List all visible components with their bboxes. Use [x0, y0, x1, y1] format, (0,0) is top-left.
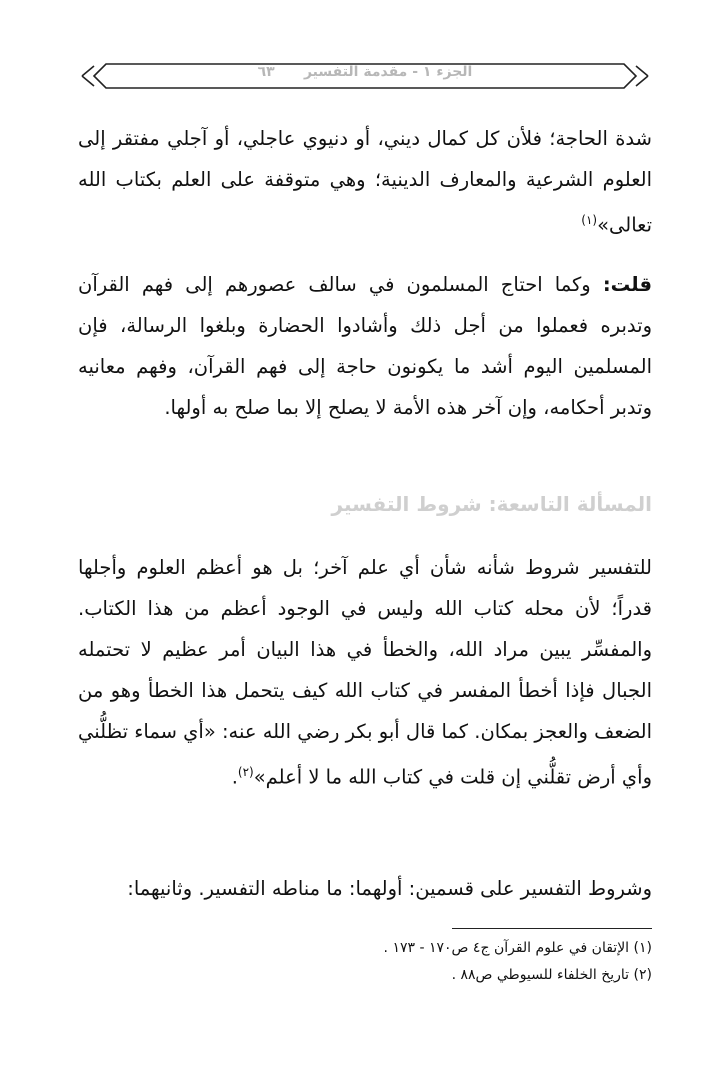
paragraph-2	[78, 264, 652, 428]
header-chapter: مقدمة التفسير	[303, 64, 408, 80]
footnotes	[78, 935, 652, 989]
paragraph-3-end: .	[231, 765, 238, 789]
paragraph-3-text: للتفسير شروط شأنه شأن أي علم آخر؛ بل هو أعظم العلوم وأجلها قدراً؛ لأن محله كتاب الله وليس في الوجود أعظم من هذا الكتاب. والمفسِّر يبين مراد الله، والخطأ في هذا البيان أمر عظيم لا تحتمله الجبال فإذا أخطأ المفسر في كتاب الله كيف يتحمل هذا الخطأ وهو من الضعف والعجز بمكان. كما قال أبو بكر رضي الله عنه: «أي سماء تظلُّني وأي أرض تقلُّني إن قلت في كتاب الله ما لا أعلم»	[78, 556, 652, 789]
footnote-number: (١)	[633, 940, 652, 956]
footnote-item	[78, 935, 652, 962]
footnote-ref-2: (٢)	[237, 765, 254, 779]
page-number: ٦٣	[257, 64, 275, 80]
paragraph-4: وشروط التفسير على قسمين: أولهما: ما مناطه التفسير. وثانيهما:	[127, 877, 652, 900]
footnote-divider	[452, 928, 652, 929]
paragraph-3	[78, 547, 652, 798]
paragraph-1-text: شدة الحاجة؛ فلأن كل كمال ديني، أو دنيوي عاجلي، أو آجلي مفتقر إلى العلوم الشرعية والمعارف الدينية؛ وهي متوقفة على العلم بكتاب الله تعالى»	[78, 127, 652, 237]
footnote-item	[78, 962, 652, 989]
header-separator: -	[412, 64, 419, 80]
page-header	[80, 58, 650, 94]
footnote-number: (٢)	[633, 967, 652, 983]
footnote-ref-1: (١)	[581, 213, 598, 227]
paragraph-2-label: قلت:	[602, 273, 652, 296]
paragraph-2-text: وكما احتاج المسلمون في سالف عصورهم إلى فهم القرآن وتدبره فعملوا من أجل ذلك وأشادوا الحضارة وبلغوا الرسالة، فإن المسلمين اليوم أشد ما يكونون حاجة إلى فهم القرآن، وفهم معانيه وتدبر أحكامه، وإن آخر هذه الأمة لا يصلح إلا بما صلح به أولها.	[78, 273, 652, 419]
paragraph-1	[78, 118, 652, 246]
header-text	[80, 64, 650, 80]
footnote-text: الإتقان في علوم القرآن ج٤ ص١٧٠ - ١٧٣ .	[383, 940, 630, 956]
section-heading: المسألة التاسعة: شروط التفسير	[331, 492, 652, 516]
header-section: الجزء ١	[422, 64, 473, 80]
footnote-text: تاريخ الخلفاء للسيوطي ص٨٨ .	[451, 967, 630, 983]
